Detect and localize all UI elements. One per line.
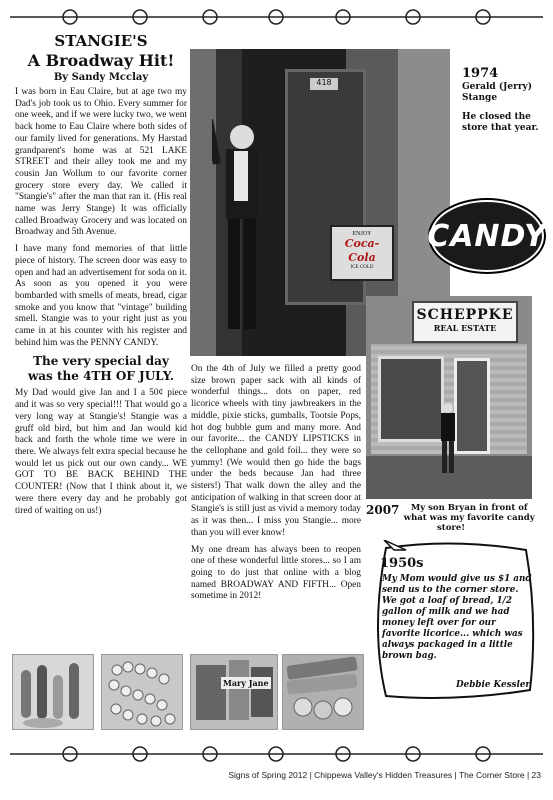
bryan-figure-icon	[438, 402, 458, 474]
caption-1974-year: 1974	[462, 66, 499, 81]
paragraph-3: My Dad would give Jan and I a 50¢ piece and it was so very special!!! That would go a very long way at Stangie's! Stangie was a gruff old bird, but him and Jan would kid back and forth the whole time we were in there. We always felt extra special because he would let us pick out our own candy... WE GOT TO BE BACK BEHIND THE COUNTER! (Now that I think about it, we were there every day and he probably got tired of waiting on us!)	[15, 388, 187, 516]
coke-enjoy-text: ENJOY	[352, 231, 372, 237]
coke-cold-text: ICE COLD	[350, 265, 374, 270]
bubble-quote-text: My Mom would give us $1 and send us to the corner store. We got a loaf of bread, 1/2 gallon of milk and we had money left over for our favorite licorice... which was always packaged in a little brown bag.	[382, 574, 532, 661]
spiral-decoration-icon	[10, 6, 543, 28]
subhead-line1: The very special day	[33, 354, 169, 369]
candy-sign	[427, 200, 547, 272]
coke-brand-text: Coca-Cola	[344, 237, 380, 264]
necco-wafers-photo	[282, 654, 364, 730]
storefront-door	[454, 358, 490, 454]
storefront-window	[378, 356, 444, 442]
middle-text-column	[191, 364, 361, 654]
paragraph-4: On the 4th of July we filled a pretty good size brown paper sack with all kinds of wonderful things... dots on paper, red licorice wheels with tiny jawbreakers in the middle, pixie sticks, gumballs, Tootsie Pops, hot dog bubble gum and many more. And our favorite... the CANDY LIPSTICKS in the cellophane and gold foil... they were so yummy! (We would then go hide the bags under the beds because Jan had three sisters!) That walk down the alley and the anticipation of walking in that screen door at Stangie's is still just as vivid a memory today as it was then... I miss you Stangie... more than you will ever know!	[191, 364, 361, 538]
candy-necklace-photo	[101, 654, 183, 730]
candy-bars-icon	[191, 655, 277, 729]
article-title-line2: A Broadway Hit!	[27, 51, 175, 70]
article-byline: By Sandy Mcclay	[53, 72, 149, 83]
paragraph-1: I was born in Eau Claire, but at age two my Dad's job took us to Ohio. Every summer for one week, and if we were lucky two, we went back home to Eau Claire where both sides of our family lived for generations. My Harstad grandparent's home was at 521 LAKE STREET and their alley took me and my cousin Jan Wollum to our favorite corner grocery store every day. We called it "Stangie's" after the man that ran it. (His real name was Jerry Stange) It was officially called Broadway Grocery and was located on Broadway and 5th Avenue.	[15, 87, 187, 238]
candy-necklace-icon	[102, 655, 182, 729]
caption-2007-year: 2007	[366, 503, 400, 517]
bottom-spiral-border	[10, 743, 543, 765]
caption-2007-text: My son Bryan in front of what was my favorite candy store!	[403, 503, 535, 533]
candy-lipsticks-icon	[13, 655, 93, 729]
top-spiral-border	[10, 6, 543, 28]
caption-1974-note: He closed the store that year.	[462, 112, 539, 133]
left-text-column	[15, 32, 187, 652]
real-estate-sign	[412, 301, 518, 343]
store-number: 418	[310, 78, 338, 90]
candy-lipsticks-photo	[12, 654, 94, 730]
real-estate-sign-line1: SCHEPPKE	[416, 307, 514, 323]
page-footer: Signs of Spring 2012 | Chippewa Valley's Hidden Treasures | The Corner Store | 23	[228, 770, 541, 780]
paragraph-2: I have many fond memories of that little piece of history. The screen door was easy to open and had an advertisement for soda on it. As soon as you opened it you were bombarded with smells of meats, bread, cigar smoke and you know that "vintage" building smell. Stangie was to your right just as you came in at his counter with his register and behind him was the PENNY CANDY.	[15, 244, 187, 348]
caption-2007	[366, 503, 536, 533]
subhead-line2: was the 4TH OF JULY.	[27, 369, 175, 384]
real-estate-sign-line2: REAL ESTATE	[433, 323, 497, 333]
caption-1974-name: Gerald (Jerry) Stange	[462, 82, 533, 103]
article-title-line1: STANGIE'S	[54, 32, 148, 50]
spiral-decoration-icon	[10, 743, 543, 765]
bubble-signature: Debbie Kessler	[456, 680, 531, 690]
bryan-photo-2007	[366, 296, 532, 499]
necco-wafers-icon	[283, 655, 363, 729]
mary-jane-candy-photo	[190, 654, 278, 730]
man-figure-icon	[212, 119, 267, 344]
quote-bubble	[366, 540, 540, 708]
paragraph-5: My one dream has always been to reopen one of these wonderful little stores... so I am going to do just that online with a blog named BROADWAY AND FIFTH... Open sometime in 2012!	[191, 544, 361, 602]
bubble-year: 1950s	[380, 556, 424, 571]
mary-jane-label: Mary Jane	[223, 678, 269, 688]
coca-cola-sign	[330, 225, 394, 281]
candy-sign-text: CANDY	[427, 218, 547, 254]
